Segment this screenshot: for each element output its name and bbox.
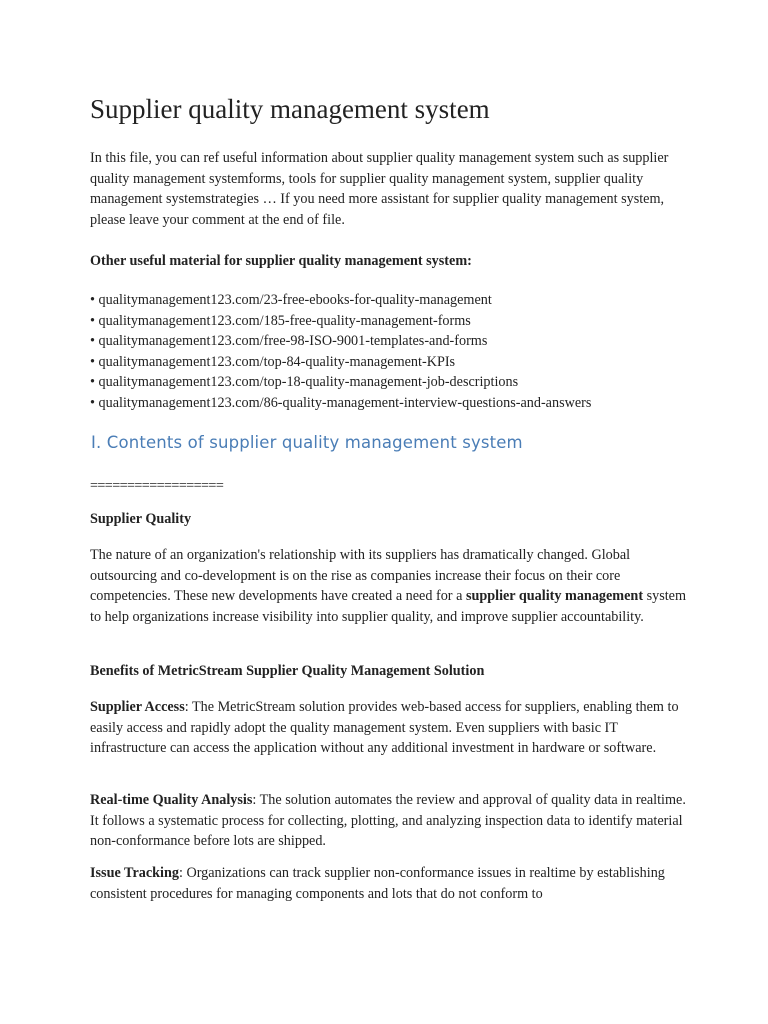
intro-paragraph: In this file, you can ref useful information about supplier quality management system such as supplier quality management systemforms, tools for supplier quality management system, supplier quality management systemstrategies … If you need more assistant for supplier quality management system, please leave your comment at the end of file. bbox=[90, 150, 669, 228]
resource-link[interactable]: • qualitymanagement123.com/top-84-quality-management-KPIs bbox=[90, 353, 456, 370]
realtime-analysis-label: Real-time Quality Analysis bbox=[90, 792, 253, 808]
realtime-analysis-paragraph bbox=[90, 790, 690, 852]
resource-link[interactable]: • qualitymanagement123.com/free-98-ISO-9001-templates-and-forms bbox=[90, 333, 488, 349]
nature-bold-term: supplier quality management bbox=[465, 588, 644, 604]
divider-line: ================== bbox=[90, 478, 224, 494]
nature-text-before: The nature of an organization's relationship with its suppliers has dramatically changed. Global outsourcing and co-development is on the rise as companies increase their focus on their core competencies. These new developments have created a need for a bbox=[90, 547, 631, 604]
issue-tracking-label: Issue Tracking bbox=[90, 865, 179, 881]
other-material-heading: Other useful material for supplier quality management system: bbox=[90, 253, 472, 269]
resource-link-list bbox=[90, 290, 690, 413]
document-title: Supplier quality management system bbox=[90, 94, 490, 124]
issue-tracking-paragraph bbox=[90, 863, 690, 904]
issue-tracking-text: : Organizations can track supplier non-conformance issues in realtime by establishing consistent procedures for managing components and lots that do not conform to bbox=[90, 865, 665, 902]
supplier-access-label: Supplier Access bbox=[90, 699, 185, 715]
supplier-quality-heading: Supplier Quality bbox=[90, 511, 192, 527]
resource-link[interactable]: • qualitymanagement123.com/23-free-ebooks-for-quality-management bbox=[90, 292, 492, 308]
section-heading: I. Contents of supplier quality management system bbox=[91, 433, 523, 452]
nature-paragraph bbox=[90, 545, 690, 627]
supplier-access-paragraph bbox=[90, 697, 690, 759]
nature-text-after: system to help organizations increase visibility into supplier quality, and improve supplier accountability. bbox=[90, 588, 687, 625]
benefits-heading: Benefits of MetricStream Supplier Quality Management Solution bbox=[90, 663, 485, 679]
resource-link[interactable]: • qualitymanagement123.com/86-quality-management-interview-questions-and-answers bbox=[90, 394, 592, 411]
resource-link[interactable]: • qualitymanagement123.com/top-18-quality-management-job-descriptions bbox=[90, 374, 519, 390]
supplier-access-text: : The MetricStream solution provides web-based access for suppliers, enabling them to easily access and rapidly adopt the quality management system. Even suppliers with basic IT infrastructure can access the application without any additional investment in hardware or software. bbox=[90, 699, 679, 756]
realtime-analysis-text: : The solution automates the review and approval of quality data in realtime. It follows a systematic process for collecting, plotting, and analyzing inspection data to identify material non-conformance before lots are shipped. bbox=[90, 792, 686, 849]
resource-link[interactable]: • qualitymanagement123.com/185-free-quality-management-forms bbox=[90, 312, 471, 329]
